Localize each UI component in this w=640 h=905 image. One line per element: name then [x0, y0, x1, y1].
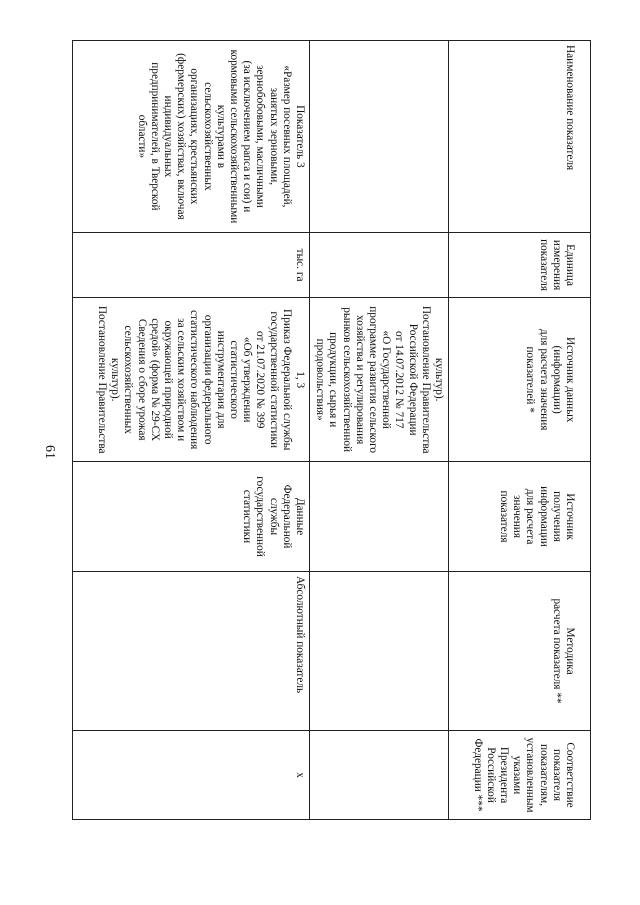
cell-indicator-name [309, 41, 448, 233]
cell-compliance [309, 731, 448, 820]
indicator-table-rotated [86, 40, 591, 820]
table-header-row [449, 41, 591, 820]
cell-info-source [309, 462, 448, 572]
page-number: 61 [42, 445, 57, 459]
cell-unit: тыс. га [72, 232, 309, 298]
indicator-table [72, 40, 591, 820]
header-method: Методика расчета показателя ** [449, 572, 591, 731]
cell-unit [309, 232, 448, 298]
cell-method: Абсолютный показатель [72, 572, 309, 731]
header-unit: Единица измерения показателя [449, 232, 591, 298]
cell-indicator-name: Показатель 3 «Размер посевных площадей, занятых зерновыми, зернобобовыми, масличными (за исключением рапса и сои) и кормовыми сельскохозяйственными культурами в сельскохозяйственных организациях, крестьянских (фермерских) хозяйствах, включая индивидуальных предпринимателей, в Тверской области» [72, 41, 309, 233]
header-data-source: Источник данных (информации) для расчета значения показателей * [449, 298, 591, 462]
cell-data-source: культур). Постановление Правительства Российской Федерации от 14.07.2012 № 717 «О Государственной программе развития сельского хозяйства и регулирования рынков сельскохозяйственной продукции, сырья и продовольствия» [309, 298, 448, 462]
table-row [72, 41, 309, 820]
cell-data-source: 1, 3 Приказ Федеральной службы государственной статистики от 21.07.2020 № 399 «Об утверждении статистического инструментария для организации федерального статистического наблюдения за сельским хозяйством и окружающей природной средой» (форма № 29-СХ Сведения о сборе урожая сельскохозяйственных культур). Постановление Правительства [72, 298, 309, 462]
header-indicator-name: Наименование показателя [449, 41, 591, 233]
cell-method [309, 572, 448, 731]
header-compliance: Соответствие показателя показателям, установленным указами Президента Российской Федерации *** [449, 731, 591, 820]
header-info-source: Источник получения информации для расчета значения показателя [449, 462, 591, 572]
table-row [309, 41, 448, 820]
cell-info-source: Данные Федеральной службы государственной статистики [72, 462, 309, 572]
cell-compliance: x [72, 731, 309, 820]
